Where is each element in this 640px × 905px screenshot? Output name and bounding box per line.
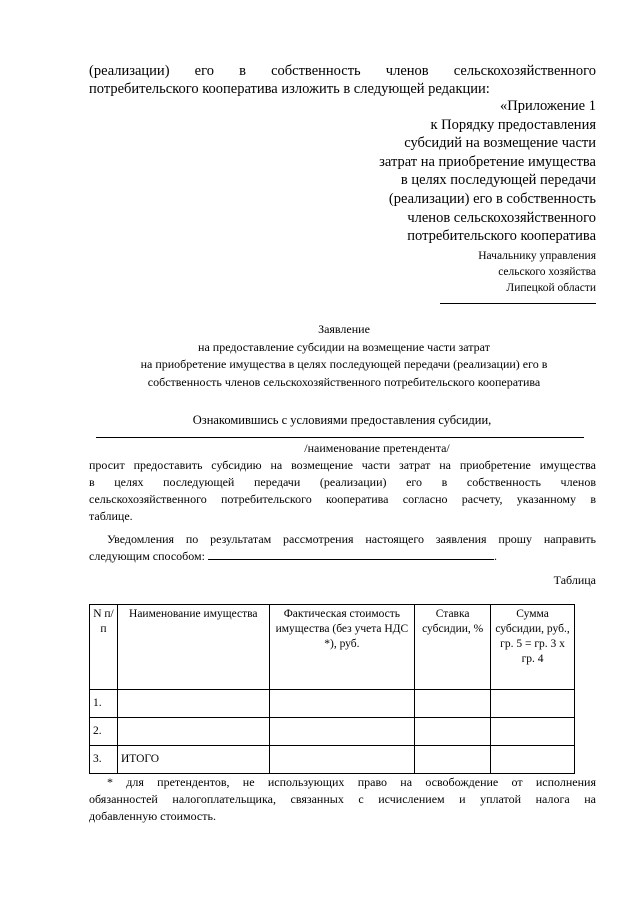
cell-property-name[interactable] bbox=[117, 718, 269, 746]
cell-actual-cost[interactable] bbox=[269, 690, 415, 718]
notice-prefix: следующим способом: bbox=[89, 549, 205, 563]
table-row bbox=[90, 690, 575, 718]
request-line: сельскохозяйственного потребительского кооператива согласно расчету, указанному в bbox=[89, 492, 596, 506]
acquainted-text: Ознакомившись с условиями предоставления субсидии, bbox=[192, 413, 492, 427]
intro-line-1: (реализации) его в собственность членов сельскохозяйственного bbox=[89, 63, 596, 79]
header-subsidy-rate: Ставка субсидии, % bbox=[415, 605, 491, 690]
footnote-line: обязанностей налогоплательщика, связанных с исчислением и уплатой налога на bbox=[89, 792, 596, 806]
addressee-line: Начальнику управления bbox=[478, 250, 596, 262]
cell-total-label: ИТОГО bbox=[117, 746, 269, 774]
table-row bbox=[90, 718, 575, 746]
footnote bbox=[89, 774, 596, 825]
table-label: Таблица bbox=[553, 573, 596, 587]
appendix-line: членов сельскохозяйственного bbox=[407, 209, 596, 226]
appendix-header bbox=[379, 97, 596, 246]
request-line: в целях последующей передачи (реализации) его в собственность членов bbox=[89, 475, 596, 489]
title-line: Заявление bbox=[318, 322, 370, 336]
request-line: просит предоставить субсидию на возмещение части затрат на приобретение имущества bbox=[89, 458, 596, 472]
table-header-row bbox=[90, 605, 575, 690]
cell-subsidy-rate[interactable] bbox=[415, 690, 491, 718]
cell-actual-cost[interactable] bbox=[269, 718, 415, 746]
addressee-block bbox=[478, 248, 596, 296]
intro-line-2: потребительского кооператива изложить в следующей редакции: bbox=[89, 81, 490, 97]
title-line: собственность членов сельскохозяйственного потребительского кооператива bbox=[147, 374, 541, 389]
cell-property-name[interactable] bbox=[117, 690, 269, 718]
notice-method-blank[interactable] bbox=[208, 548, 494, 560]
addressee-signature-line bbox=[440, 303, 596, 304]
title-line: на приобретение имущества в целях последующей передачи (реализации) его в bbox=[140, 357, 548, 371]
request-paragraph bbox=[89, 457, 596, 525]
appendix-line: к Порядку предоставления bbox=[430, 116, 596, 133]
notice-paragraph bbox=[89, 531, 596, 565]
document-title bbox=[60, 321, 628, 391]
cell-subsidy-rate[interactable] bbox=[415, 718, 491, 746]
appendix-line: затрат на приобретение имущества bbox=[379, 153, 596, 170]
appendix-line: «Приложение 1 bbox=[500, 98, 596, 114]
cell-actual-cost[interactable] bbox=[269, 746, 415, 774]
header-property-name: Наименование имущества bbox=[117, 605, 269, 690]
cell-number: 1. bbox=[90, 690, 118, 718]
table-row-total bbox=[90, 746, 575, 774]
cell-subsidy-amount[interactable] bbox=[491, 746, 575, 774]
cell-subsidy-amount[interactable] bbox=[491, 718, 575, 746]
cell-number: 3. bbox=[90, 746, 118, 774]
cell-subsidy-rate[interactable] bbox=[415, 746, 491, 774]
title-line: на предоставление субсидии на возмещение части затрат bbox=[198, 339, 490, 354]
header-actual-cost: Фактическая стоимость имущества (без учета НДС *), руб. bbox=[269, 605, 415, 690]
appendix-line: субсидий на возмещение части bbox=[404, 135, 596, 152]
applicant-name-line[interactable] bbox=[96, 437, 584, 438]
appendix-line: в целях последующей передачи bbox=[400, 172, 596, 189]
cell-number: 2. bbox=[90, 718, 118, 746]
header-subsidy-amount: Сумма субсидии, руб., гр. 5 = гр. 3 х гр. 4 bbox=[491, 605, 575, 690]
notice-line-2 bbox=[89, 548, 596, 565]
notice-suffix: . bbox=[494, 549, 497, 563]
cell-subsidy-amount[interactable] bbox=[491, 690, 575, 718]
applicant-name-caption: /наименование претендента/ bbox=[304, 441, 450, 455]
appendix-line: потребительского кооператива bbox=[407, 228, 596, 245]
appendix-line: (реализации) его в собственность bbox=[388, 190, 596, 207]
footnote-line: добавленную стоимость. bbox=[89, 809, 216, 823]
header-number: N п/п bbox=[90, 605, 118, 690]
subsidy-table bbox=[89, 604, 575, 774]
addressee-line: сельского хозяйства bbox=[498, 266, 596, 278]
notice-line: Уведомления по результатам рассмотрения настоящего заявления прошу направить bbox=[107, 532, 596, 546]
footnote-line: * для претендентов, не использующих право на освобождение от исполнения bbox=[107, 775, 596, 789]
addressee-line: Липецкой области bbox=[506, 282, 596, 294]
request-line: таблице. bbox=[89, 509, 133, 523]
intro-paragraph bbox=[89, 62, 596, 98]
